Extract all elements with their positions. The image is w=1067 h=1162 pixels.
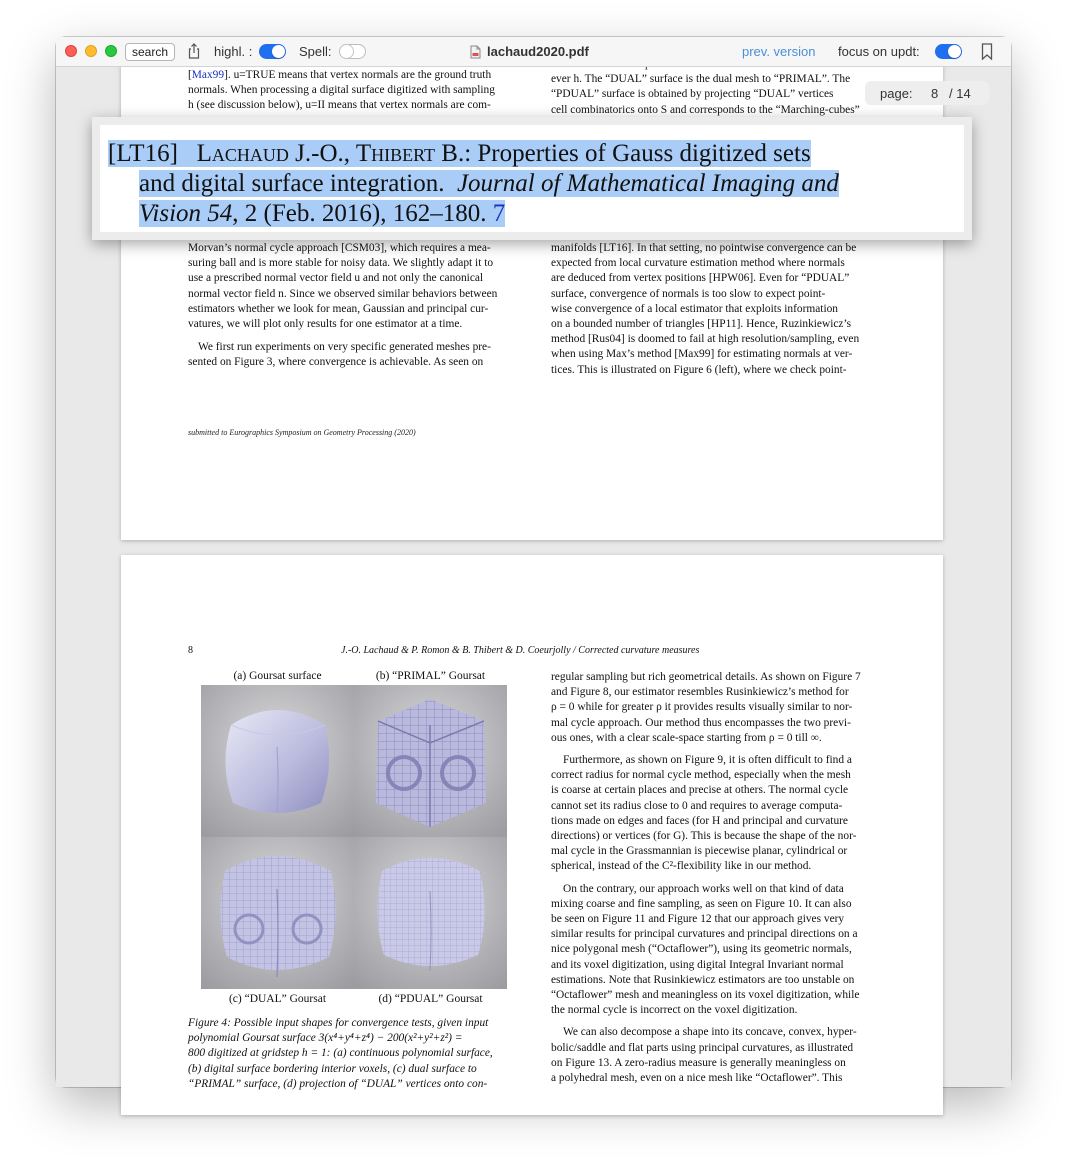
figure-dual-goursat <box>201 837 354 989</box>
title-bar <box>56 37 1011 67</box>
share-icon[interactable] <box>187 43 201 59</box>
zoom-window-button[interactable] <box>105 45 117 57</box>
pdf-viewer-window <box>56 37 1011 1090</box>
highlight-toggle[interactable] <box>259 44 286 59</box>
backref-link[interactable]: 7 <box>492 200 506 227</box>
page7-left-top-text: [Max99]. u=TRUE means that vertex normals are the ground truth normals. When processing a digital surface digitized with sampling h (see discussion below), u=II means that vertex normals are com- <box>188 69 495 112</box>
bookmark-icon[interactable] <box>981 43 993 60</box>
citation-link[interactable]: Max99 <box>191 69 225 81</box>
page7-left-body: Morvan’s normal cycle approach [CSM03], which requires a mea- suring ball and is more stable for noisy data. We slightly adapt it to use a prescribed normal vector field u and not only the canonical normal vector field n. Since we observed similar behaviors between estimators whether we look for mean, Gaussian and principal cur- vatures, we will plot only results for one estimator at a time. We first run experiments on very specific generated meshes pre- sented on Figure 3, where convergence is achievable. As seen on <box>188 242 498 369</box>
focus-on-update-label: focus on updt: <box>838 44 920 59</box>
document-scroll-area[interactable] <box>56 68 1011 1090</box>
prev-version-link[interactable]: prev. version <box>742 44 816 59</box>
page-number: 8 <box>188 645 193 656</box>
page-indicator-label: page: <box>880 86 913 101</box>
caption-d: (d) “PDUAL” Goursat <box>378 993 483 1005</box>
page7-footer: submitted to Eurographics Symposium on Geometry Processing (2020) <box>188 428 416 437</box>
magnifier-line-3: Vision 54, 2 (Feb. 2016), 162–180. 7 <box>139 200 506 227</box>
magnifier-line-1: [LT16] Lachaud J.-O., Thibert B.: Properties of Gauss digitized sets <box>108 140 811 167</box>
close-window-button[interactable] <box>65 45 77 57</box>
pdf-page-8 <box>121 555 943 1115</box>
search-button[interactable]: search <box>125 43 175 61</box>
page-indicator <box>865 81 989 105</box>
current-page-number[interactable]: 8 <box>931 86 939 101</box>
reference-magnifier-popup <box>92 117 972 240</box>
spell-toggle[interactable] <box>339 44 366 59</box>
figure-primal-goursat <box>354 685 507 837</box>
figure-4-caption: Figure 4: Possible input shapes for convergence tests, given input polynomial Goursat surface 3(x⁴+y⁴+z⁴) − 200(x²+y²+z²) = 800 digitized at gridstep h = 1: (a) continuous polynomial surface, (b) digital surface bordering interior voxels, (c) dual surface to “PRIMAL” surface, (d) projection of “DUAL” vertices onto con- <box>188 1017 493 1090</box>
running-head: J.-O. Lachaud & P. Romon & B. Thibert & D. Coeurjolly / Corrected curvature measures <box>341 645 700 656</box>
spell-label: Spell: <box>299 44 332 59</box>
pdf-document-icon <box>470 45 481 59</box>
figure-pdual-goursat <box>354 837 507 989</box>
total-pages: / 14 <box>949 86 971 101</box>
caption-b: (b) “PRIMAL” Goursat <box>375 670 486 682</box>
caption-c: (c) “DUAL” Goursat <box>228 993 327 1005</box>
caption-a: (a) Goursat surface <box>233 670 322 682</box>
page8-right-column: regular sampling but rich geometrical details. As shown on Figure 7 and Figure 8, our estimator resembles Rusinkiewicz’s method for ρ = 0 while for greater ρ it provides results visually similar to nor- mal cycle approach. Our method thus encompasses the two previ- ous ones, with a clear scale-space starting from ρ = 0 till ∞. Furthermore, as shown on Figure 9, it is often difficult to find a correct radius for normal cycle method, especially when the mesh is coarse at certain places and precise at others. The normal cycle cannot set its radius close to 0 and requires to average computa- tions made on edges and faces (for H and principal and curvature directions) or vertices (for G). This is because the shape of the nor- mal cycle in the Grassmannian is piecewise planar, cylindrical or spherical, instead of the C²-flexibility like in our method. On the contrary, our approach works well on that kind of data mixing coarse and fine sampling, as seen on Figure 10. It can also be seen on Figure 11 and Figure 12 that our approach gives very similar results for principal curvatures and principal directions on a nice polygonal mesh (“Octaflower”), using its geometric normals, and its voxel digitization, using digital Integral Invariant normal estimations. Note that Rusinkiewicz estimators are too unstable on “Octaflower” mesh and meaningless on its voxel digitization, while the normal cycle is incorrect on the voxel digitization. We can also decompose a shape into its concave, convex, hyper- bolic/saddle and flat parts using principal curvatures, as illustrated on Figure 13. A zero-radius measure is generally meaningless on a polyhedral mesh, even on a nice mesh like “Octaflower”. This <box>551 671 861 1085</box>
figure-goursat-surface <box>201 685 354 837</box>
magnifier-line-2: and digital surface integration. Journal of Mathematical Imaging and <box>139 170 839 197</box>
page7-right-body: manifolds [LT16]. In that setting, no pointwise convergence can be expected from local curvature estimation method where normals are deduced from vertex positions [HPW06]. Even for “PDUAL” surface, convergence of normals is too slow to expect point- wise convergence of a local estimator that exploits information on a bounded number of triangles [HP11]. Hence, Ruzinkiewicz’s method [Rus04] is doomed to fail at high resolution/sampling, even when using Max’s method [Max99] for estimating normals at ver- tices. This is illustrated on Figure 6 (left), where we check point- <box>551 242 860 376</box>
highlight-label: highl. : <box>214 44 253 59</box>
page7-right-top-text: ever h. The “DUAL” surface is the dual mesh to “PRIMAL”. The “PDUAL” surface is obtained by projecting “DUAL” vertices cell combinatorics onto S and corresponds to the “Marching-cubes” <box>551 73 860 116</box>
minimize-window-button[interactable] <box>85 45 97 57</box>
document-title: lachaud2020.pdf <box>487 44 589 59</box>
focus-on-update-toggle[interactable] <box>935 44 962 59</box>
